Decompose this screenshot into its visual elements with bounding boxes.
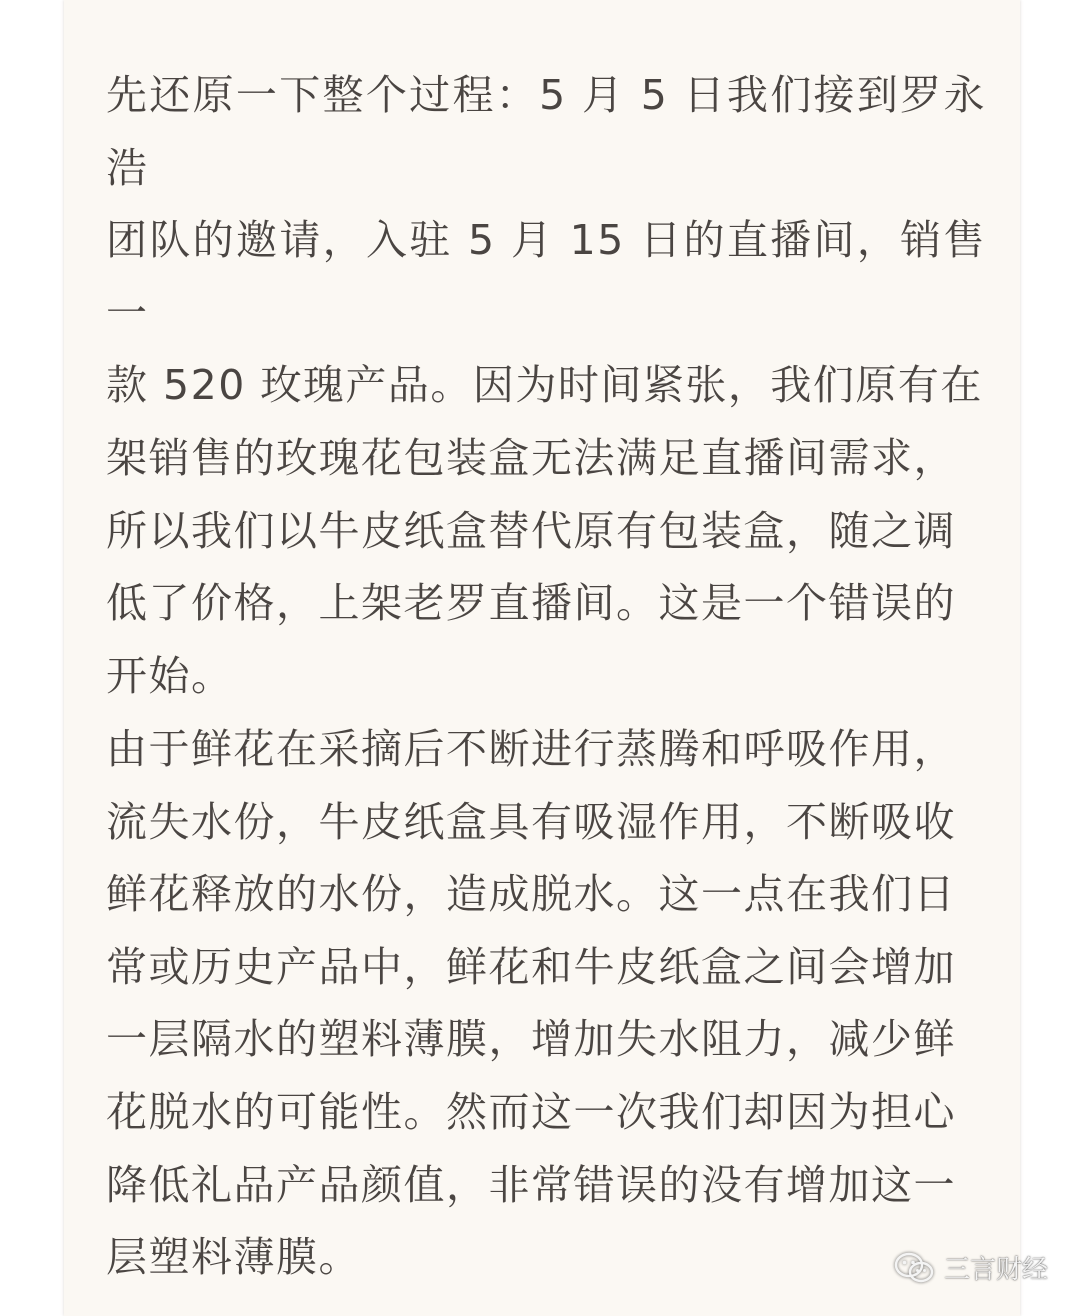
watermark-text: 三言财经 bbox=[943, 1255, 1048, 1285]
article-paragraph-2: 由于鲜花在采摘后不断进行蒸腾和呼吸作用， 流失水份，牛皮纸盒具有吸湿作用，不断吸收 鲜花释放的水份，造成脱水。这一点在我们日 常或历史产品中，鲜花和牛皮纸盒之间会增加 一层隔水的塑料薄膜，增加失水阻力，减少鲜 花脱水的可能性。然而这一次我们却因为担心 降低礼品产品颜值，非常错误的没有增加这一 层塑料薄膜。 bbox=[106, 725, 956, 1282]
article-paragraph-1: 先还原一下整个过程：5 月 5 日我们接到罗永浩 团队的邀请，入驻 5 月 15 日的直播间，销售一 款 520 玫瑰产品。因为时间紧张，我们原有在 架销售的玫瑰花包装盒无法满足直播间需求， 所以我们以牛皮纸盒替代原有包装盒，随之调 低了价格，上架老罗直播间。这是一个错误的 开始。 bbox=[106, 71, 986, 700]
article-page bbox=[64, 0, 1020, 1316]
wechat-icon bbox=[894, 1251, 934, 1285]
watermark bbox=[894, 1249, 1048, 1286]
